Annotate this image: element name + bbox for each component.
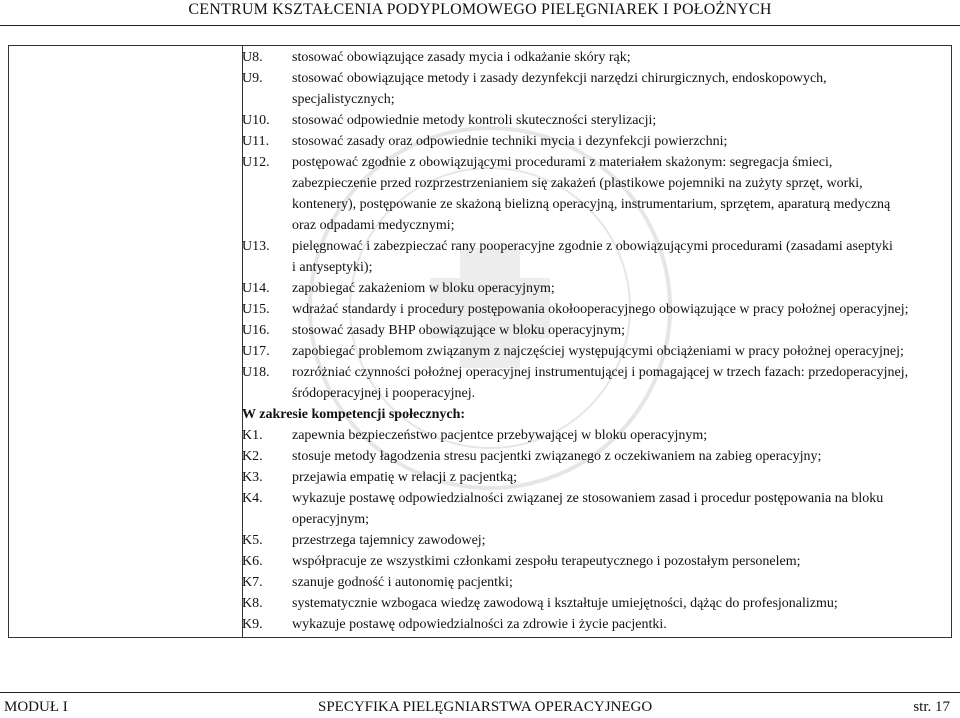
skill-item — [242, 236, 954, 278]
competence-item-code: K1. — [242, 428, 263, 443]
competence-item-text-line: wykazuje postawę odpowiedzialności związanej ze stosowaniem zasad i procedur postępowania na bloku — [292, 491, 884, 506]
skill-item-text: stosować odpowiednie metody kontroli skuteczności sterylizacji; — [292, 113, 657, 128]
competence-item-text: zapewnia bezpieczeństwo pacjentce przebywającej w bloku operacyjnym; — [292, 428, 708, 443]
skill-item — [242, 152, 954, 236]
skill-item-code: U14. — [242, 281, 270, 296]
skill-item-text-line: zabezpieczenie przed rozprzestrzenianiem się zakażeń (plastikowe pojemniki na zużyty sprzęt, worki, — [292, 176, 863, 191]
skill-item-text-line: rozróżniać czynności położnej operacyjnej instrumentującej i pomagającej w trzech fazach: przedoperacyjnej, — [292, 365, 909, 380]
skill-item-code: U12. — [242, 155, 270, 170]
footer-page-number: str. 17 — [913, 699, 950, 715]
competences-list — [242, 425, 954, 635]
skill-item-text-line: oraz odpadami medycznymi; — [292, 218, 455, 233]
competence-item — [242, 572, 954, 593]
competence-item — [242, 488, 954, 530]
competence-item-code: K7. — [242, 575, 263, 590]
skill-item-text: zapobiegać problemom związanym z najczęściej występującymi obciążeniami w pracy położnej operacyjnej; — [292, 344, 904, 359]
competence-item-text — [292, 488, 954, 530]
competence-item — [242, 614, 954, 635]
skill-item-text: stosować zasady oraz odpowiednie techniki mycia i dezynfekcji powierzchni; — [292, 134, 728, 149]
document-header — [0, 0, 960, 22]
skill-item-text-line: specjalistycznych; — [292, 92, 395, 107]
skill-item-text-line: i antyseptyki); — [292, 260, 373, 275]
competence-item-code: K9. — [242, 617, 263, 632]
skill-item-code: U9. — [242, 71, 263, 86]
competence-section-heading: W zakresie kompetencji społecznych: — [242, 407, 466, 422]
competence-item — [242, 446, 954, 467]
skill-item-code: U8. — [242, 50, 263, 65]
competence-item-code: K4. — [242, 491, 263, 506]
footer-title: SPECYFIKA PIELĘGNIARSTWA OPERACYJNEGO — [318, 699, 653, 715]
skill-item — [242, 278, 954, 299]
skill-item — [242, 110, 954, 131]
competence-item-text: szanuje godność i autonomię pacjentki; — [292, 575, 513, 590]
competence-item-code: K2. — [242, 449, 263, 464]
header-rule — [0, 25, 960, 26]
competence-item-text: współpracuje ze wszystkimi członkami zespołu terapeutycznego i pozostałym personelem; — [292, 554, 801, 569]
skill-item-text-line: postępować zgodnie z obowiązującymi procedurami z materiałem skażonym: segregacja śmieci, — [292, 155, 833, 170]
footer-module: MODUŁ I — [4, 699, 68, 715]
competence-item-text: przestrzega tajemnicy zawodowej; — [292, 533, 486, 548]
competence-item — [242, 551, 954, 572]
skill-item-text: stosować zasady BHP obowiązujące w bloku operacyjnym; — [292, 323, 626, 338]
skill-item — [242, 341, 954, 362]
skill-item-code: U15. — [242, 302, 270, 317]
skill-item-text: wdrażać standardy i procedury postępowania okołooperacyjnego obowiązujące w pracy położnej operacyjnej; — [292, 302, 909, 317]
skill-item — [242, 131, 954, 152]
competence-item-code: K6. — [242, 554, 263, 569]
skill-item-text — [292, 152, 954, 236]
competence-item-text: wykazuje postawę odpowiedzialności za zdrowie i życie pacjentki. — [292, 617, 667, 632]
skill-item — [242, 68, 954, 110]
competence-item-code: K5. — [242, 533, 263, 548]
skill-item-code: U11. — [242, 134, 270, 149]
skill-item-text: stosować obowiązujące zasady mycia i odkażanie skóry rąk; — [292, 50, 631, 65]
competence-item-text: systematycznie wzbogaca wiedzę zawodową i kształtuje umiejętności, dążąc do profesjonalizmu; — [292, 596, 838, 611]
skill-item-code: U13. — [242, 239, 270, 254]
skill-item — [242, 320, 954, 341]
skill-item — [242, 47, 954, 68]
competence-item-text: stosuje metody łagodzenia stresu pacjentki związanego z oczekiwaniem na zabieg operacyjny; — [292, 449, 822, 464]
competence-item — [242, 530, 954, 551]
skill-item-code: U16. — [242, 323, 270, 338]
skill-item-text-line: śródoperacyjnej i pooperacyjnej. — [292, 386, 476, 401]
learning-outcomes-list — [242, 47, 954, 635]
skills-list — [242, 47, 954, 404]
competence-item-text-line: operacyjnym; — [292, 512, 369, 527]
skill-item-text-line: kontenery), postępowanie ze skażoną bielizną operacyjną, instrumentarium, sprzętem, aparaturą medyczną — [292, 197, 891, 212]
skill-item-text-line: pielęgnować i zabezpieczać rany pooperacyjne zgodnie z obowiązującymi procedurami (zasadami aseptyki — [292, 239, 893, 254]
skill-item-text — [292, 68, 954, 110]
skill-item-text — [292, 236, 954, 278]
skill-item-text: zapobiegać zakażeniom w bloku operacyjnym; — [292, 281, 555, 296]
header-title: CENTRUM KSZTAŁCENIA PODYPLOMOWEGO PIELĘGNIAREK I POŁOŻNYCH — [188, 1, 772, 18]
competence-item — [242, 467, 954, 488]
competence-item-code: K3. — [242, 470, 263, 485]
footer-rule — [0, 692, 960, 693]
skill-item-text — [292, 362, 954, 404]
skill-item-code: U10. — [242, 113, 270, 128]
skill-item-text-line: stosować obowiązujące metody i zasady dezynfekcji narzędzi chirurgicznych, endoskopowych, — [292, 71, 827, 86]
competence-item — [242, 593, 954, 614]
competence-item-text: przejawia empatię w relacji z pacjentką; — [292, 470, 518, 485]
skill-item — [242, 299, 954, 320]
skill-item-code: U17. — [242, 344, 270, 359]
competence-item — [242, 425, 954, 446]
competence-item-code: K8. — [242, 596, 263, 611]
skill-item-code: U18. — [242, 365, 270, 380]
skill-item — [242, 362, 954, 404]
